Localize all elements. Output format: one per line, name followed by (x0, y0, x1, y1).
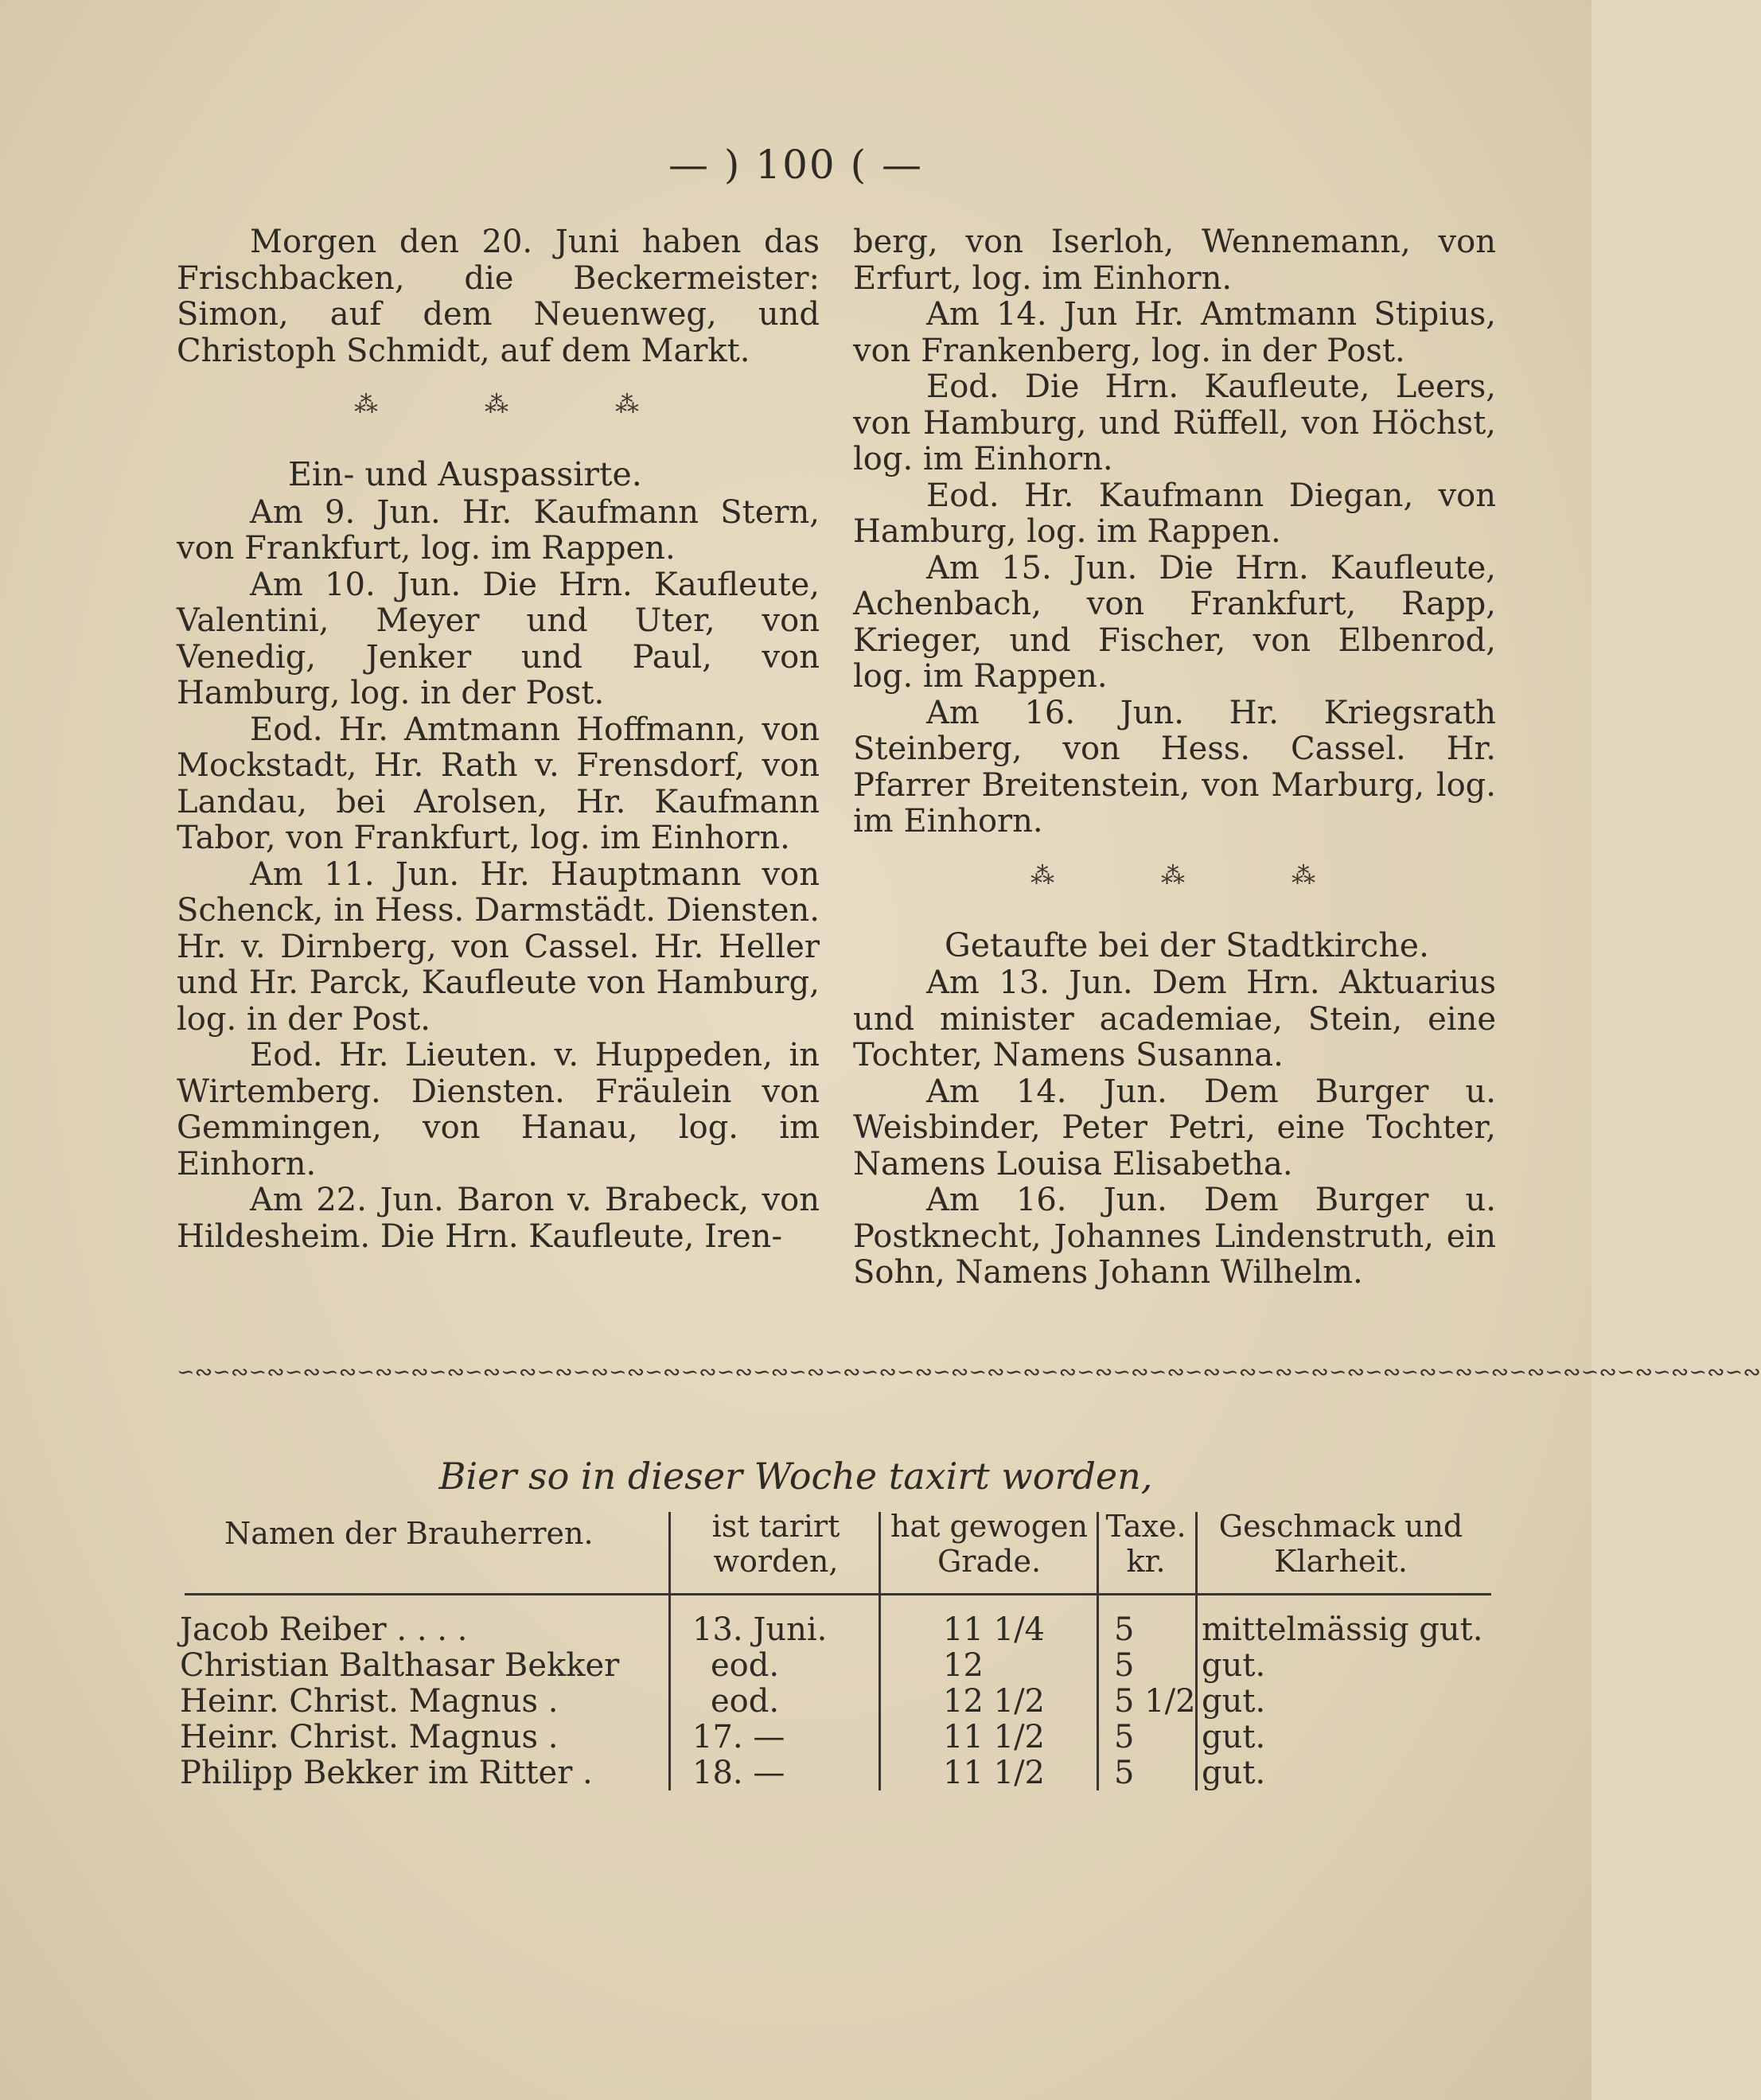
section-title-baptisms: Getaufte bei der Stadtkirche. (945, 925, 1430, 964)
traveller-entry: Eod. Hr. Amtmann Hoffmann, von Mockstadt, Hr. Rath v. Frensdorf, von Landau, bei Arolsen, Hr. Kaufmann Tabor, von Frankfurt, log. im Einhorn. (177, 711, 820, 856)
star-ornament-icon: ⁂ (1292, 861, 1319, 890)
right-column (853, 224, 1496, 1292)
row-date: eod. (711, 1683, 780, 1720)
traveller-entry: Am 14. Jun Hr. Amtmann Stipius, von Frankenberg, log. in der Post. (853, 296, 1496, 369)
ornamental-rule: ∽∾∽∾∽∾∽∾∽∾∽∾∽∾∽∾∽∾∽∾∽∾∽∾∽∾∽∾∽∾∽∾∽∾∽∾∽∾∽∾∽∾∽∾∽∾∽∾∽∾∽∾∽∾∽∾∽∾∽∾∽∾∽∾∽∾∽∾∽∾∽∾∽∾∽∾∽∾∽∾∽∾∽∾∽∾∽∾ (177, 1360, 1761, 1385)
row-name: Jacob Reiber . . . . (180, 1611, 468, 1648)
baptism-entry: Am 14. Jun. Dem Burger u. Weisbinder, Peter Petri, eine Tochter, Namens Louisa Elisabetha. (853, 1073, 1496, 1182)
row-tax: 5 1/2 (1114, 1683, 1196, 1720)
traveller-entry: Am 10. Jun. Die Hrn. Kaufleute, Valentini, Meyer und Uter, von Venedig, Jenker und Paul, von Hamburg, log. in der Post. (177, 566, 820, 711)
header-grade-line2: Grade. (937, 1544, 1042, 1579)
header-taste (1202, 1509, 1480, 1579)
row-taste: gut. (1202, 1647, 1266, 1684)
row-name: Heinr. Christ. Magnus . (180, 1683, 559, 1720)
row-name: Christian Balthasar Bekker (180, 1647, 620, 1684)
row-taste: gut. (1202, 1719, 1266, 1755)
star-ornament-icon: ⁂ (485, 391, 512, 419)
row-grade: 12 1/2 (943, 1683, 1045, 1720)
traveller-entry: Eod. Die Hrn. Kaufleute, Leers, von Hamburg, und Rüffell, von Höchst, log. im Einhorn. (853, 368, 1496, 477)
traveller-entry: berg, von Iserloh, Wennemann, von Erfurt, log. im Einhorn. (853, 224, 1496, 297)
column-divider (668, 1512, 671, 1790)
row-tax: 5 (1114, 1719, 1135, 1755)
star-ornament-icon: ⁂ (354, 391, 381, 419)
header-taste-line2: Klarheit. (1274, 1544, 1408, 1579)
star-ornament-icon: ⁂ (615, 391, 642, 419)
header-name: Namen der Brauherren. (224, 1516, 594, 1551)
star-ornament-icon: ⁂ (1030, 861, 1058, 890)
beer-table-title: Bier so in dieser Woche taxirt worden, (438, 1455, 1153, 1498)
header-tax-line1: Taxe. (1105, 1509, 1186, 1544)
traveller-entry: Eod. Hr. Lieuten. v. Huppeden, in Wirtemberg. Diensten. Fräulein von Gemmingen, von Hanau, log. im Einhorn. (177, 1037, 820, 1182)
traveller-entry: Eod. Hr. Kaufmann Diegan, von Hamburg, log. im Rappen. (853, 477, 1496, 550)
traveller-entry: Am 9. Jun. Hr. Kaufmann Stern, von Frankfurt, log. im Rappen. (177, 493, 820, 567)
traveller-entry: Am 15. Jun. Die Hrn. Kaufleute, Achenbach, von Frankfurt, Rapp, Krieger, und Fischer, von Elbenrod, log. im Rappen. (853, 549, 1496, 695)
header-tax-line2: kr. (1126, 1544, 1166, 1579)
section-title-travellers: Ein- und Auspassirte. (288, 455, 642, 493)
header-date-line1: ist tarirt (711, 1509, 840, 1544)
row-date: 13. Juni. (692, 1611, 828, 1648)
column-divider (879, 1512, 881, 1790)
row-taste: mittelmässig gut. (1202, 1611, 1483, 1648)
row-grade: 11 1/2 (943, 1755, 1045, 1791)
row-grade: 11 1/4 (943, 1611, 1045, 1648)
row-grade: 12 (943, 1647, 984, 1684)
left-column (177, 224, 820, 1255)
row-tax: 5 (1114, 1755, 1135, 1791)
row-tax: 5 (1114, 1611, 1135, 1648)
baking-notice: Morgen den 20. Juni haben das Frischbacken, die Beckermeister: Simon, auf dem Neuenweg, und Christoph Schmidt, auf dem Markt. (177, 224, 820, 369)
star-divider (853, 840, 1496, 912)
header-date (676, 1509, 875, 1579)
header-date-line2: worden, (713, 1544, 839, 1579)
row-date: 18. — (692, 1755, 785, 1791)
row-name: Philipp Bekker im Ritter . (180, 1755, 593, 1791)
column-divider (1195, 1512, 1198, 1790)
traveller-entry: Am 22. Jun. Baron v. Brabeck, von Hildesheim. Die Hrn. Kaufleute, Iren- (177, 1182, 820, 1255)
header-taste-line1: Geschmack und (1218, 1509, 1463, 1544)
baptism-entry: Am 16. Jun. Dem Burger u. Postknecht, Johannes Lindenstruth, ein Sohn, Namens Johann Wilhelm. (853, 1182, 1496, 1291)
row-date: 17. — (692, 1719, 785, 1755)
row-taste: gut. (1202, 1755, 1266, 1791)
table-header-rule (185, 1593, 1491, 1595)
star-divider (177, 369, 820, 441)
baptism-entry: Am 13. Jun. Dem Hrn. Aktuarius und minister academiae, Stein, eine Tochter, Namens Susanna. (853, 964, 1496, 1073)
page-number: — ) 100 ( — (668, 142, 924, 188)
column-divider (1097, 1512, 1099, 1790)
row-tax: 5 (1114, 1647, 1135, 1684)
row-taste: gut. (1202, 1683, 1266, 1720)
traveller-entry: Am 11. Jun. Hr. Hauptmann von Schenck, in Hess. Darmstädt. Diensten. Hr. v. Dirnberg, von Cassel. Hr. Heller und Hr. Parck, Kaufleute von Hamburg, log. in der Post. (177, 855, 820, 1038)
star-ornament-icon: ⁂ (1161, 861, 1188, 890)
row-name: Heinr. Christ. Magnus . (180, 1719, 559, 1755)
row-date: eod. (711, 1647, 780, 1684)
row-grade: 11 1/2 (943, 1719, 1045, 1755)
header-tax (1098, 1509, 1194, 1579)
traveller-entry: Am 16. Jun. Hr. Kriegsrath Steinberg, von Hess. Cassel. Hr. Pfarrer Breitenstein, von Marburg, log. im Einhorn. (853, 694, 1496, 840)
header-grade (882, 1509, 1097, 1579)
header-grade-line1: hat gewogen (890, 1509, 1088, 1544)
